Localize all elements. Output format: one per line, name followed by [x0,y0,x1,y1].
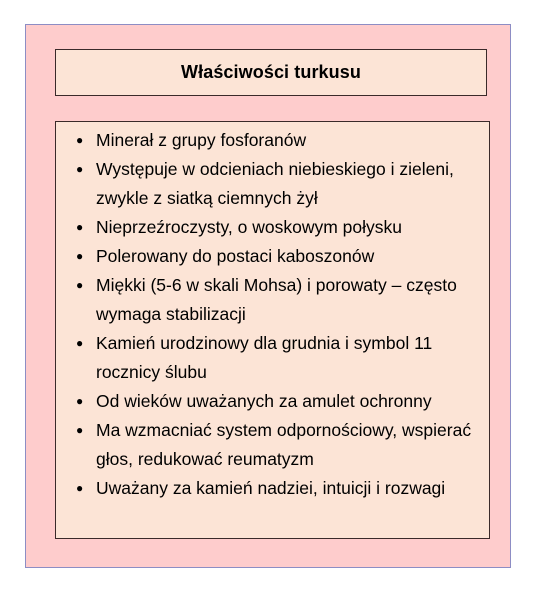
bullet-icon: ● [76,278,84,292]
list-item [76,474,479,503]
bullet-icon: ● [76,249,84,263]
bullet-icon: ● [76,220,84,234]
list-item-text: Ma wzmacniać system odpornościowy, wspierać głos, redukować reumatyzm [96,420,472,469]
properties-list [76,126,479,503]
list-item [76,213,479,242]
page-title: Właściwości turkusu [181,62,361,82]
list-item [76,126,479,155]
list-item-text: Polerowany do postaci kaboszonów [96,246,375,266]
bullet-icon: ● [76,162,84,176]
properties-list-box [55,121,490,539]
bullet-icon: ● [76,394,84,408]
outer-panel [25,24,511,568]
list-item [76,271,479,329]
list-item-text: Nieprzeźroczysty, o woskowym połysku [96,217,403,237]
bullet-icon: ● [76,336,84,350]
list-item-text: Kamień urodzinowy dla grudnia i symbol 11 rocznicy ślubu [96,333,433,382]
list-item [76,416,479,474]
list-item [76,155,479,213]
list-item-text: Uważany za kamień nadziei, intuicji i rozwagi [96,478,446,498]
bullet-icon: ● [76,423,84,437]
list-item-text: Miękki (5-6 w skali Mohsa) i porowaty – często wymaga stabilizacji [96,275,457,324]
list-item-text: Występuje w odcieniach niebieskiego i zieleni, zwykle z siatką ciemnych żył [96,159,454,208]
bullet-icon: ● [76,481,84,495]
list-item [76,387,479,416]
list-item-text: Minerał z grupy fosforanów [96,130,307,150]
list-item [76,329,479,387]
bullet-icon: ● [76,133,84,147]
list-item-text: Od wieków uważanych za amulet ochronny [96,391,432,411]
title-box [55,49,487,96]
list-item [76,242,479,271]
